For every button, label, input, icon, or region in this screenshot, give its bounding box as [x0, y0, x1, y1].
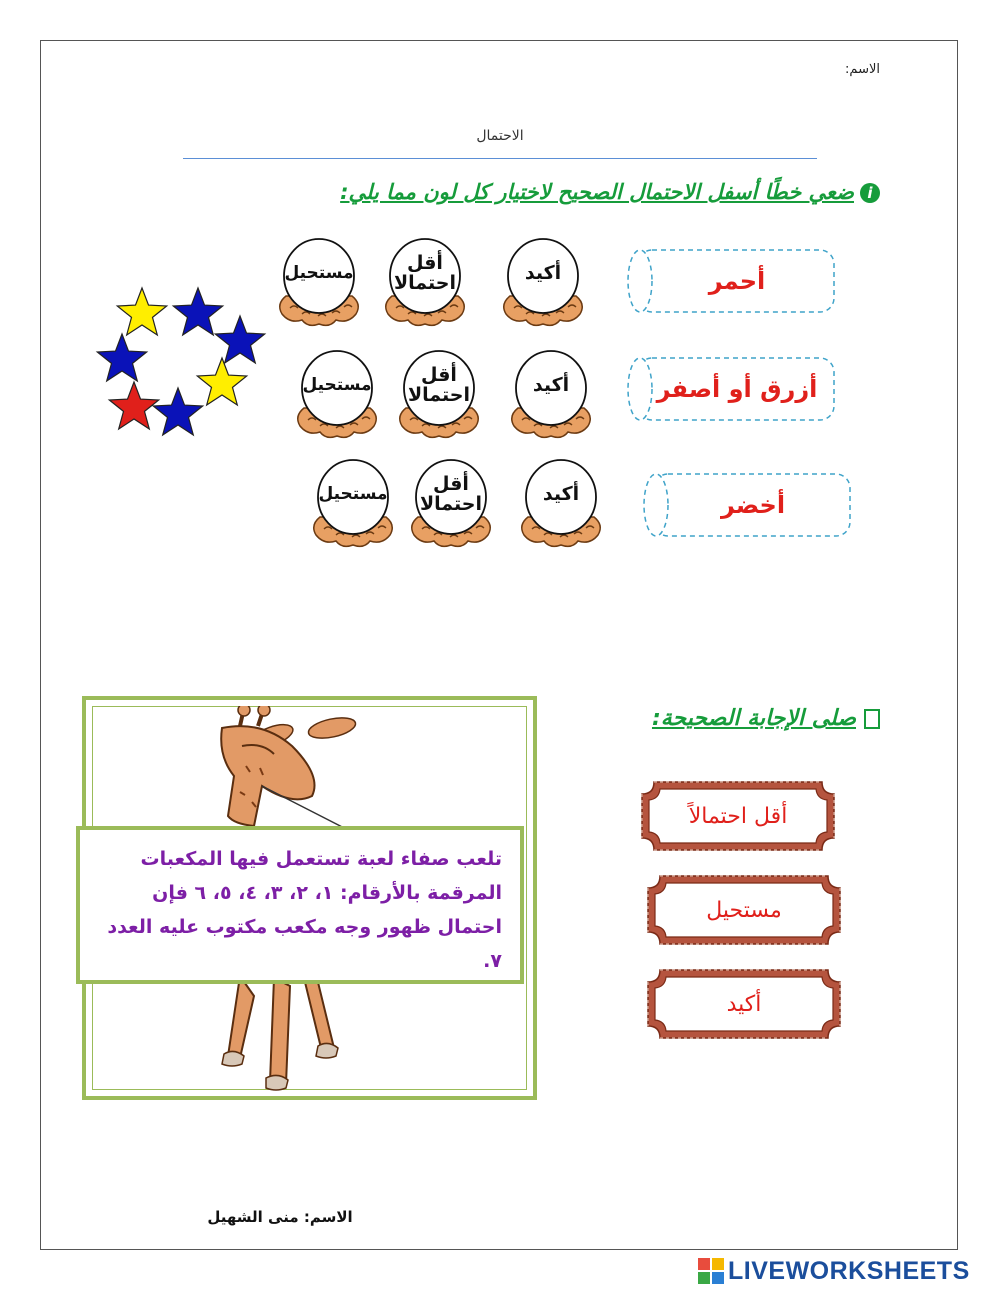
option-egg-less-likely[interactable]	[394, 346, 484, 441]
liveworksheets-logo[interactable]	[698, 1257, 970, 1285]
answer-label: أكيد	[726, 991, 762, 1017]
question-box	[76, 826, 524, 984]
color-label-text: أخضر	[720, 491, 786, 519]
star-icon	[109, 382, 158, 429]
instruction-text: ضعي خطًا أسفل الاحتمال الصحيح لاختيار كل لون مما يلي:	[340, 180, 854, 204]
star-icon	[215, 316, 264, 363]
option-egg-less-likely[interactable]	[380, 234, 470, 329]
star-icon	[173, 288, 222, 335]
color-label-text: أحمر	[708, 267, 766, 295]
stars-group	[92, 286, 272, 442]
color-label-red	[624, 248, 850, 314]
title-divider	[183, 158, 817, 159]
option-label: أقل احتمالا	[394, 252, 456, 294]
option-label: مستحيل	[284, 263, 354, 284]
color-label-green	[640, 472, 866, 538]
color-label-blue-or-yellow	[624, 356, 850, 422]
option-egg-impossible[interactable]	[274, 234, 364, 329]
instruction-underline	[340, 180, 880, 204]
star-icon	[97, 334, 146, 381]
option-egg-certain[interactable]	[506, 346, 596, 441]
option-egg-certain[interactable]	[498, 234, 588, 329]
answer-option-less-likely[interactable]	[640, 780, 836, 852]
option-egg-impossible[interactable]	[308, 455, 398, 550]
answer-label: أقل احتمالاً	[688, 803, 788, 829]
star-icon	[117, 288, 166, 335]
liveworksheets-logo-icon	[698, 1258, 724, 1284]
option-label: مستحيل	[318, 484, 388, 505]
option-label: أكيد	[532, 374, 570, 397]
section2-title-text: صلى الإجابة الصحيحة:	[651, 706, 856, 731]
question-text: تلعب صفاء لعبة تستعمل فيها المكعبات المرقمة بالأرقام: ١، ٢، ٣، ٤، ٥، ٦ فإن احتمال ظهور وجه مكعب مكتوب عليه العدد ٧.	[107, 848, 502, 972]
option-label: مستحيل	[302, 375, 372, 396]
option-label: أقل احتمالا	[420, 473, 482, 515]
author-name: الاسم: منى الشهيل	[207, 1208, 353, 1226]
option-label: أقل احتمالا	[408, 364, 470, 406]
option-egg-less-likely[interactable]	[406, 455, 496, 550]
liveworksheets-brand-text: LIVEWORKSHEETS	[728, 1256, 970, 1285]
option-egg-impossible[interactable]	[292, 346, 382, 441]
star-icon	[153, 388, 202, 435]
answer-option-certain[interactable]	[646, 968, 842, 1040]
answer-option-impossible[interactable]	[646, 874, 842, 946]
student-name-label: الاسم:	[845, 62, 880, 77]
option-label: أكيد	[524, 262, 562, 285]
option-egg-certain[interactable]	[516, 455, 606, 550]
page-title: الاحتمال	[476, 128, 524, 144]
info-icon: i	[860, 183, 880, 203]
square-bracket-icon	[864, 709, 880, 729]
answer-label: مستحيل	[706, 897, 782, 923]
color-label-text: أزرق أو أصفر	[656, 375, 818, 403]
option-label: أكيد	[542, 483, 580, 506]
section2-title	[652, 706, 880, 731]
star-icon	[197, 358, 246, 405]
